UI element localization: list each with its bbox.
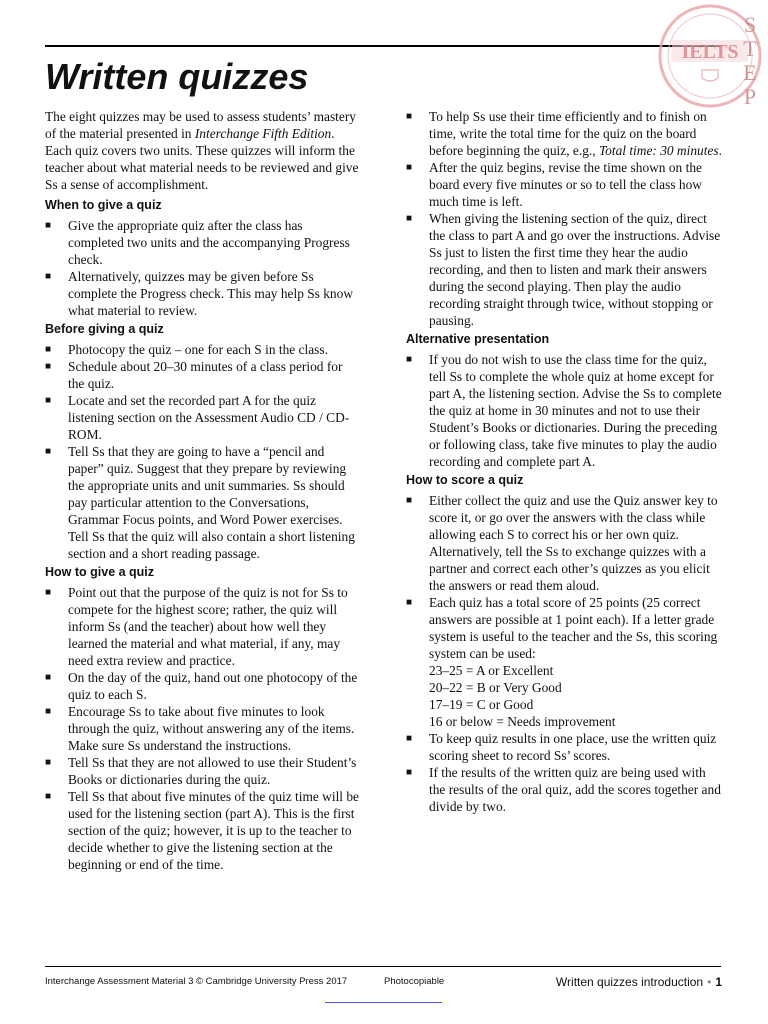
grade-line: 23–25 = A or Excellent <box>429 663 554 678</box>
footer-copyright: Interchange Assessment Material 3 © Cambridge University Press 2017 <box>45 976 348 987</box>
bullet-icon: ■ <box>45 395 52 406</box>
footer-photocopiable: Photocopiable <box>384 976 445 987</box>
list-item-text: If you do not wish to use the class time for the quiz, tell Ss to complete the whole quiz at home except for part A, the listening section. Advise the Ss to complete the quiz at home in 30 minutes and not to use their Student’s Books or dictionaries. During the preceding or following class, take five minutes to play the audio recording and complete part A. <box>429 352 722 469</box>
grade-scale <box>429 662 724 730</box>
list-item-text: After the quiz begins, revise the time shown on the board every five minutes or so to tell the class how much time is left. <box>429 160 702 209</box>
list-item <box>45 703 360 754</box>
list-item-text: Either collect the quiz and use the Quiz answer key to score it, or go over the answers with the class while allowing each S to correct his or her own quiz. Alternatively, tell the Ss to exchange quizzes with a partner and correct each other’s quizzes as you elicit the answers or read them aloud. <box>429 493 718 593</box>
link-underline[interactable] <box>325 1002 442 1003</box>
list-how-to-give-continued <box>406 108 724 329</box>
list-item-text-end: . <box>718 143 722 158</box>
heading-when-to-give: When to give a quiz <box>45 198 162 212</box>
list-how-to-give <box>45 584 360 873</box>
left-column <box>45 108 360 873</box>
bullet-icon: ■ <box>406 495 413 506</box>
list-item-text: If the results of the written quiz are being used with the results of the oral quiz, add the scores together and divide by two. <box>429 765 721 814</box>
list-item <box>45 443 360 562</box>
bullet-icon: ■ <box>406 111 413 122</box>
bullet-icon: ■ <box>45 446 52 457</box>
heading-before-giving: Before giving a quiz <box>45 322 164 336</box>
footer-dot: • <box>707 975 712 989</box>
list-item <box>45 584 360 669</box>
svg-text:P: P <box>743 84 757 109</box>
page-number: 1 <box>715 975 722 989</box>
bullet-icon: ■ <box>45 706 52 717</box>
list-item <box>406 351 724 470</box>
list-item-text: Tell Ss that they are not allowed to use their Student’s Books or dictionaries during the quiz. <box>68 755 357 787</box>
heading-how-to-score: How to score a quiz <box>406 473 524 487</box>
bullet-icon: ■ <box>406 597 413 608</box>
bullet-icon: ■ <box>45 757 52 768</box>
list-item-text: Each quiz has a total score of 25 points (25 correct answers are possible at 1 point each). If a letter grade system is useful to the teacher and the Ss, this scoring system can be used: <box>429 595 718 661</box>
svg-text:T: T <box>743 36 757 61</box>
list-when-to-give <box>45 217 360 319</box>
list-item <box>45 341 360 358</box>
svg-text:IELTS: IELTS <box>681 41 739 63</box>
intro-text-end: . Each quiz covers two units. These quizzes will inform the teacher about what material needs to be reviewed and give Ss a sense of accomplishment. <box>45 126 359 192</box>
bullet-icon: ■ <box>45 220 52 231</box>
list-how-to-score <box>406 492 724 815</box>
list-item <box>45 788 360 873</box>
list-item-text: Locate and set the recorded part A for the quiz listening section on the Assessment Audio CD / CD-ROM. <box>68 393 350 442</box>
bullet-icon: ■ <box>45 587 52 598</box>
list-item <box>45 268 360 319</box>
list-item <box>406 159 724 210</box>
list-item-text: Give the appropriate quiz after the class has completed two units and the accompanying Progress check. <box>68 218 350 267</box>
footer-page-label <box>556 975 722 989</box>
svg-text:S: S <box>743 12 757 37</box>
list-item <box>45 217 360 268</box>
svg-text:E: E <box>743 60 757 85</box>
list-item-text: Tell Ss that about five minutes of the quiz time will be used for the listening section (part A). This is the first section of the quiz; however, it is up to the teacher to decide whether to give the listening section at the beginning or end of the time. <box>68 789 359 872</box>
list-item-text: Alternatively, quizzes may be given before Ss complete the Progress check. This may help Ss know what material to review. <box>68 269 353 318</box>
heading-alternative-presentation: Alternative presentation <box>406 332 550 346</box>
intro-paragraph <box>45 108 360 193</box>
list-item <box>45 392 360 443</box>
ielts-step-stamp-logo <box>656 2 764 110</box>
list-item <box>406 764 724 815</box>
list-item-text: Point out that the purpose of the quiz is not for Ss to compete for the highest score; rather, the quiz will inform Ss (and the teacher) about how well they learned the material and what material, if any, may need extra review and practice. <box>68 585 348 668</box>
bullet-icon: ■ <box>406 733 413 744</box>
bullet-icon: ■ <box>45 791 52 802</box>
list-before-giving <box>45 341 360 562</box>
right-column <box>406 108 724 815</box>
book-title: Interchange Fifth Edition <box>194 126 332 141</box>
grade-line: 16 or below = Needs improvement <box>429 714 616 729</box>
list-item-text: To help Ss use their time efficiently and to finish on time, write the total time for the quiz on the board before beginning the quiz, e.g., <box>429 109 707 158</box>
bullet-icon: ■ <box>406 354 413 365</box>
list-item-text: On the day of the quiz, hand out one photocopy of the quiz to each S. <box>68 670 358 702</box>
intro-text: The eight quizzes may be used to assess students’ mastery of the material presented in <box>45 109 357 141</box>
bullet-icon: ■ <box>45 361 52 372</box>
list-item <box>45 669 360 703</box>
page-title: Written quizzes <box>45 56 309 97</box>
bullet-icon: ■ <box>45 672 52 683</box>
heading-how-to-give: How to give a quiz <box>45 565 155 579</box>
list-item <box>406 594 724 730</box>
top-rule <box>45 45 721 47</box>
list-item-text: Photocopy the quiz – one for each S in the class. <box>68 342 328 357</box>
grade-line: 17–19 = C or Good <box>429 697 534 712</box>
list-item <box>406 108 724 159</box>
list-alternative-presentation <box>406 351 724 470</box>
total-time-example: Total time: 30 minutes <box>598 143 719 158</box>
list-item <box>45 358 360 392</box>
bullet-icon: ■ <box>406 162 413 173</box>
bullet-icon: ■ <box>406 213 413 224</box>
grade-line: 20–22 = B or Very Good <box>429 680 562 695</box>
footer-section-title: Written quizzes introduction <box>555 975 704 989</box>
footer-rule <box>45 966 721 967</box>
bullet-icon: ■ <box>45 271 52 282</box>
list-item-text: To keep quiz results in one place, use the written quiz scoring sheet to record Ss’ scores. <box>429 731 717 763</box>
list-item-text: Schedule about 20–30 minutes of a class period for the quiz. <box>68 359 343 391</box>
list-item-text: When giving the listening section of the quiz, direct the class to part A and go over the instructions. Advise Ss just to listen the first time they hear the audio recording, and then to listen and mark their answers during the second playing. Then play the audio recording straight through twice, without stopping or pausing. <box>429 211 721 328</box>
list-item <box>406 210 724 329</box>
list-item <box>406 492 724 594</box>
list-item <box>406 730 724 764</box>
bullet-icon: ■ <box>45 344 52 355</box>
list-item-text: Encourage Ss to take about five minutes to look through the quiz, without answering any of the items. Make sure Ss understand the instructions. <box>68 704 355 753</box>
list-item <box>45 754 360 788</box>
list-item-text: Tell Ss that they are going to have a “pencil and paper” quiz. Suggest that they prepare by reviewing the appropriate units and unit summaries. Ss should pay particular attention to the Conversations, Grammar Focus points, and Word Power exercises. Tell Ss that the quiz will also contain a short listening section and a short reading passage. <box>68 444 355 561</box>
bullet-icon: ■ <box>406 767 413 778</box>
